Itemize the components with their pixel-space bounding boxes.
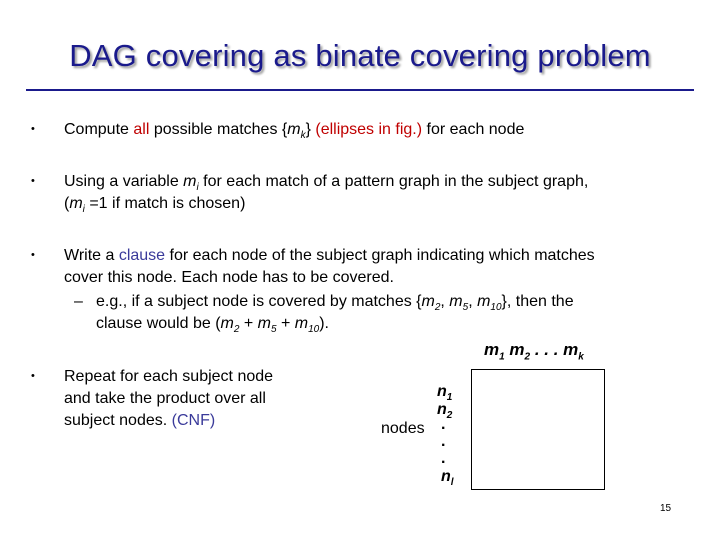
title-underline — [26, 89, 694, 91]
row-label-nl: $n_l$ — [441, 468, 454, 489]
matrix-column-labels: $m_1$ $m_2$ . . . $m_k$ — [484, 340, 584, 363]
bullet-marker: • — [31, 370, 35, 382]
bullet-2-line-2: ($m_i =1$ if match is chosen) — [64, 195, 246, 216]
sub-bullet-line-1: e.g., if a subject node is covered by matches {$m_2$, $m_5$, $m_{10}$}, then the — [96, 293, 574, 314]
nodes-label: nodes — [381, 420, 425, 437]
bullet-marker: • — [31, 249, 35, 261]
row-label-n2: $n_2$ — [437, 401, 453, 422]
bullet-4-line-3: subject nodes. (CNF) — [64, 412, 216, 429]
row-ellipsis-dot: . — [441, 450, 446, 467]
bullet-marker: • — [31, 123, 35, 135]
bullet-3-line-1: Write a clause for each node of the subject graph indicating which matches — [64, 247, 595, 264]
sub-bullet-dash: – — [74, 293, 83, 310]
row-ellipsis-dot: . — [441, 433, 446, 450]
row-ellipsis-dot: . — [441, 416, 446, 433]
row-label-n1: $n_1$ — [437, 383, 453, 404]
page-title: DAG covering as binate covering problem — [69, 38, 651, 73]
bullet-4-line-2: and take the product over all — [64, 390, 266, 407]
sub-bullet-line-2: clause would be $(m_2 + m_5 + m_{10})$. — [96, 315, 329, 336]
covering-matrix-box — [471, 369, 605, 490]
page-number: 15 — [660, 503, 672, 514]
bullet-4-line-1: Repeat for each subject node — [64, 368, 274, 385]
bullet-3-line-2: cover this node. Each node has to be covered. — [64, 269, 394, 286]
bullet-marker: • — [31, 175, 35, 187]
bullet-2-line-1: Using a variable $m_i$ for each match of a pattern graph in the subject graph, — [64, 173, 589, 194]
bullet-1-text: Compute all possible matches $\{m_k\}$ (ellipses in fig.) for each node — [64, 121, 525, 142]
